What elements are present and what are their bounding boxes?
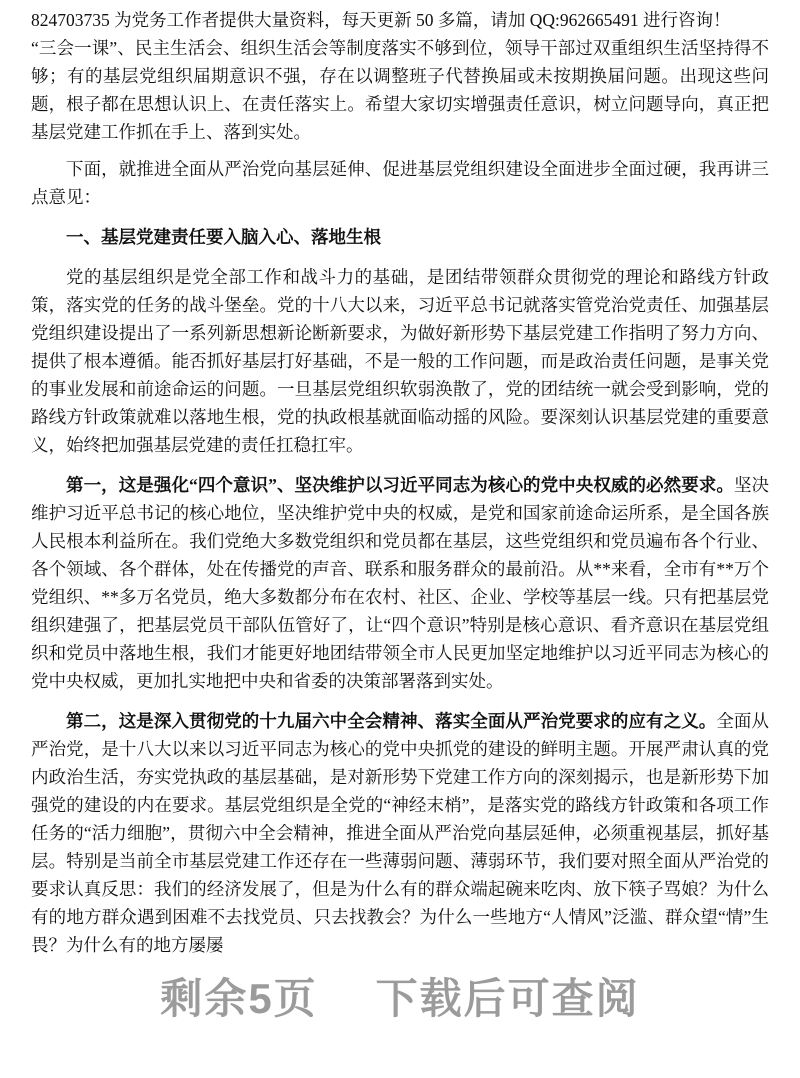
document-body <box>31 6 769 959</box>
remaining-pages-label: 剩余5页 <box>160 975 318 1022</box>
paragraph: 下面，就推进全面从严治党向基层延伸、促进基层党组织建设全面进步全面过硬，我再讲三点意见： <box>31 159 769 207</box>
download-hint-label: 下载后可查阅 <box>375 975 640 1022</box>
section-heading: 一、基层党建责任要入脑入心、落地生根 <box>66 227 381 247</box>
paragraph: 第二，这是深入贯彻党的十九届六中全会精神、落实全面从严治党要求的应有之义。全面从严治党，是十八大以来以习近平同志为核心的党中央抓党的建设的鲜明主题。开展严肃认真的党内政治生活，夯实党执政的基层基础，是对新形势下党建工作方向的深刻揭示，也是新形势下加强党的建设的内在要求。基层党组织是全党的“神经末梢”，是落实党的路线方针政策和各项工作任务的“活力细胞”，贯彻六中全会精神，推进全面从严治党向基层延伸，必须重视基层，抓好基层。特别是当前全市基层党建工作还存在一些薄弱问题、薄弱环节，我们要对照全面从严治党的要求认真反思：我们的经济发展了，但是为什么有的群众端起碗来吃肉、放下筷子骂娘？为什么有的地方群众遇到困难不去找党员、只去找教会？为什么一些地方“人情风”泛滥、群众望“情”生畏？为什么有的地方屡屡 <box>31 711 769 955</box>
paragraph-bold-lead: 第二，这是深入贯彻党的十九届六中全会精神、落实全面从严治党要求的应有之义。 <box>66 711 717 731</box>
paragraph: 824703735 为党务工作者提供大量资料，每天更新 50 多篇，请加 QQ:962665491 进行咨询！ <box>31 10 731 30</box>
preview-footer <box>0 966 800 1026</box>
paragraph: 党的基层组织是党全部工作和战斗力的基础，是团结带领群众贯彻党的理论和路线方针政策，落实党的任务的战斗堡垒。党的十八大以来，习近平总书记就落实管党治党责任、加强基层党组织建设提出了一系列新思想新论断新要求，为做好新形势下基层党建工作指明了努力方向、提供了根本遵循。能否抓好基层打好基础，不是一般的工作问题，而是政治责任问题，是事关党的事业发展和前途命运的问题。一旦基层党组织软弱涣散了，党的团结统一就会受到影响，党的路线方针政策就难以落地生根，党的执政根基就面临动摇的风险。要深刻认识基层党建的重要意义，始终把加强基层党建的责任扛稳扛牢。 <box>31 267 769 455</box>
paragraph: “三会一课”、民主生活会、组织生活会等制度落实不够到位，领导干部过双重组织生活坚持得不够；有的基层党组织届期意识不强，存在以调整班子代替换届或未按期换届问题。出现这些问题，根子都在思想认识上、在责任落实上。希望大家切实增强责任意识，树立问题导向，真正把基层党建工作抓在手上、落到实处。 <box>31 38 769 142</box>
paragraph: 第一，这是强化“四个意识”、坚决维护以习近平同志为核心的党中央权威的必然要求。坚决维护习近平总书记的核心地位，坚决维护党中央的权威，是党和国家前途命运所系，是全国各族人民根本利益所在。我们党绝大多数党组织和党员都在基层，这些党组织和党员遍布各个行业、各个领域、各个群体，处在传播党的声音、联系和服务群众的最前沿。从**来看，全市有**万个党组织、**多万名党员，绝大多数都分布在农村、社区、企业、学校等基层一线。只有把基层党组织建强了，把基层党员干部队伍管好了，让“四个意识”特别是核心意识、看齐意识在基层党组织和党员中落地生根，我们才能更好地团结带领全市人民更加坚定地维护以习近平同志为核心的党中央权威，更加扎实地把中央和省委的决策部署落到实处。 <box>31 475 770 691</box>
paragraph-bold-lead: 第一，这是强化“四个意识”、坚决维护以习近平同志为核心的党中央权威的必然要求。 <box>66 475 734 495</box>
